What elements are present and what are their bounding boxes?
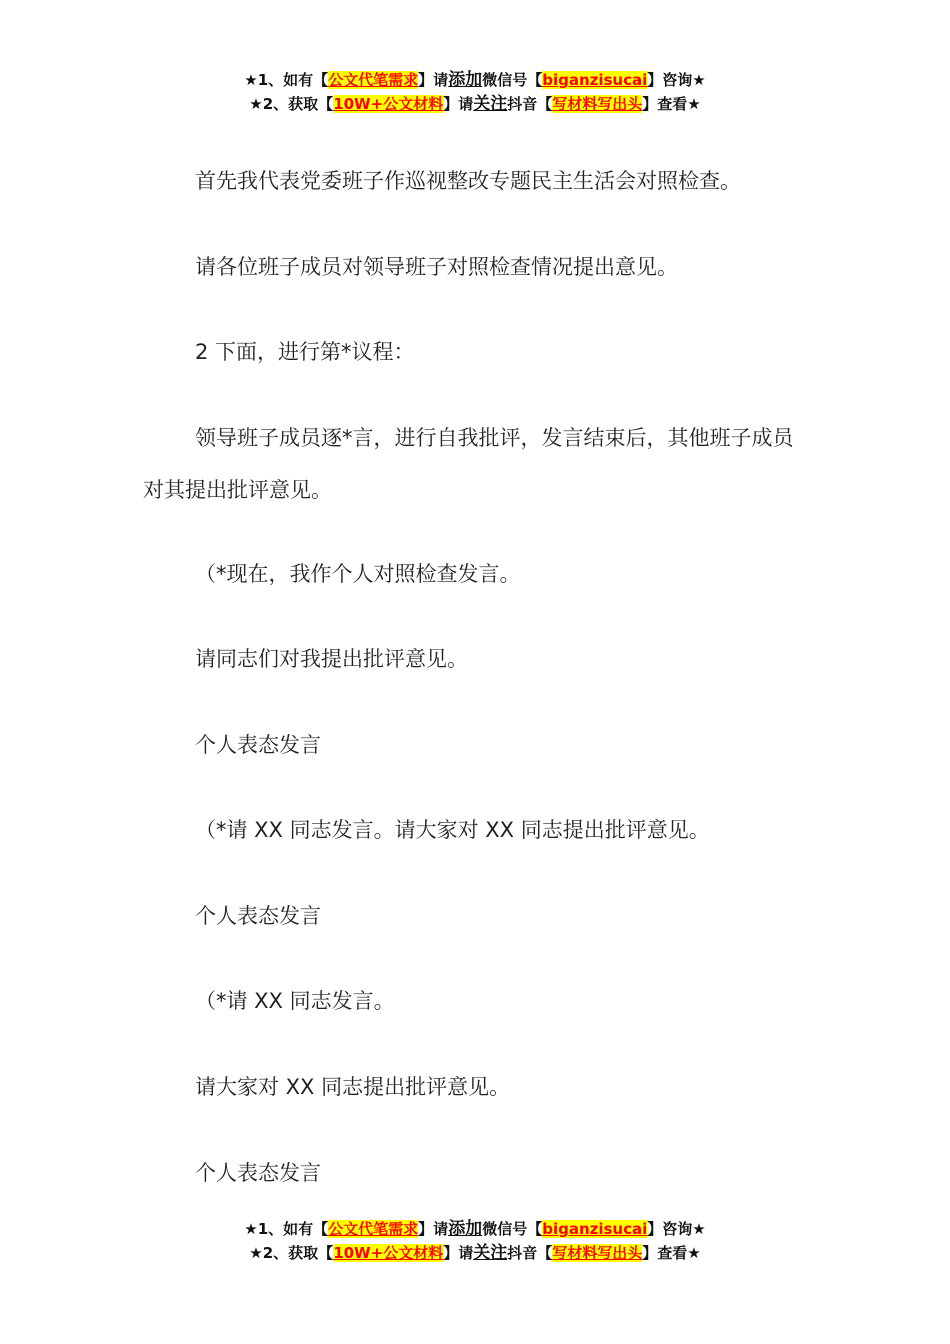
promo-wechat-id: biganzisucai: [542, 1220, 648, 1238]
promo-emphasis: 关注: [473, 94, 508, 114]
promo-line-2: [0, 92, 950, 116]
promo-emphasis: 添加: [448, 70, 483, 90]
promo-emphasis: 添加: [448, 1219, 483, 1239]
promo-text: ★1、如有【: [244, 1220, 329, 1238]
promo-text: 】查看★: [642, 95, 701, 113]
promo-text: 抖音【: [507, 95, 553, 113]
promo-line-1: [0, 68, 950, 92]
promo-douyin-id: 写材料写出头: [552, 95, 643, 113]
body-paragraph: 请各位班子成员对领导班子对照检查情况提出意见。: [195, 255, 678, 279]
promo-text: 微信号【: [482, 71, 543, 89]
body-paragraph: 请同志们对我提出批评意见。: [195, 647, 468, 671]
promo-text: 】咨询★: [647, 71, 706, 89]
body-paragraph: （*请 XX 同志发言。请大家对 XX 同志提出批评意见。: [195, 818, 710, 842]
promo-highlight: 公文代笔需求: [328, 1220, 419, 1238]
body-paragraph: 领导班子成员逐*言，进行自我批评，发言结束后，其他班子成员对其提出批评意见。: [143, 426, 794, 502]
promo-text: 】请: [418, 71, 449, 89]
body-paragraph: （*请 XX 同志发言。: [195, 989, 395, 1013]
promo-text: 】请: [443, 1244, 474, 1262]
promo-text: ★1、如有【: [244, 71, 329, 89]
promo-text: 抖音【: [507, 1244, 553, 1262]
body-paragraph: 个人表态发言: [195, 904, 321, 928]
promo-highlight: 公文代笔需求: [328, 71, 419, 89]
promo-highlight: 10W+公文材料: [333, 95, 444, 113]
promo-text: 】请: [418, 1220, 449, 1238]
promo-text: 微信号【: [482, 1220, 543, 1238]
promo-text: 】请: [443, 95, 474, 113]
body-paragraph: 2 下面，进行第*议程：: [195, 340, 415, 364]
promo-text: ★2、获取【: [249, 1244, 334, 1262]
body-paragraph: 首先我代表党委班子作巡视整改专题民主生活会对照检查。: [195, 169, 741, 193]
body-paragraph: 个人表态发言: [195, 1161, 321, 1185]
promo-douyin-id: 写材料写出头: [552, 1244, 643, 1262]
promo-wechat-id: biganzisucai: [542, 71, 648, 89]
promo-highlight: 10W+公文材料: [333, 1244, 444, 1262]
promo-line-2: [0, 1241, 950, 1265]
promo-text: ★2、获取【: [249, 95, 334, 113]
promo-text: 】咨询★: [647, 1220, 706, 1238]
promo-emphasis: 关注: [473, 1243, 508, 1263]
promo-text: 】查看★: [642, 1244, 701, 1262]
header-promo-banner: [0, 68, 950, 116]
body-paragraph: 个人表态发言: [195, 733, 321, 757]
promo-line-1: [0, 1217, 950, 1241]
body-paragraph: （*现在，我作个人对照检查发言。: [195, 562, 521, 586]
footer-promo-banner: [0, 1217, 950, 1265]
body-paragraph: 请大家对 XX 同志提出批评意见。: [195, 1075, 511, 1099]
